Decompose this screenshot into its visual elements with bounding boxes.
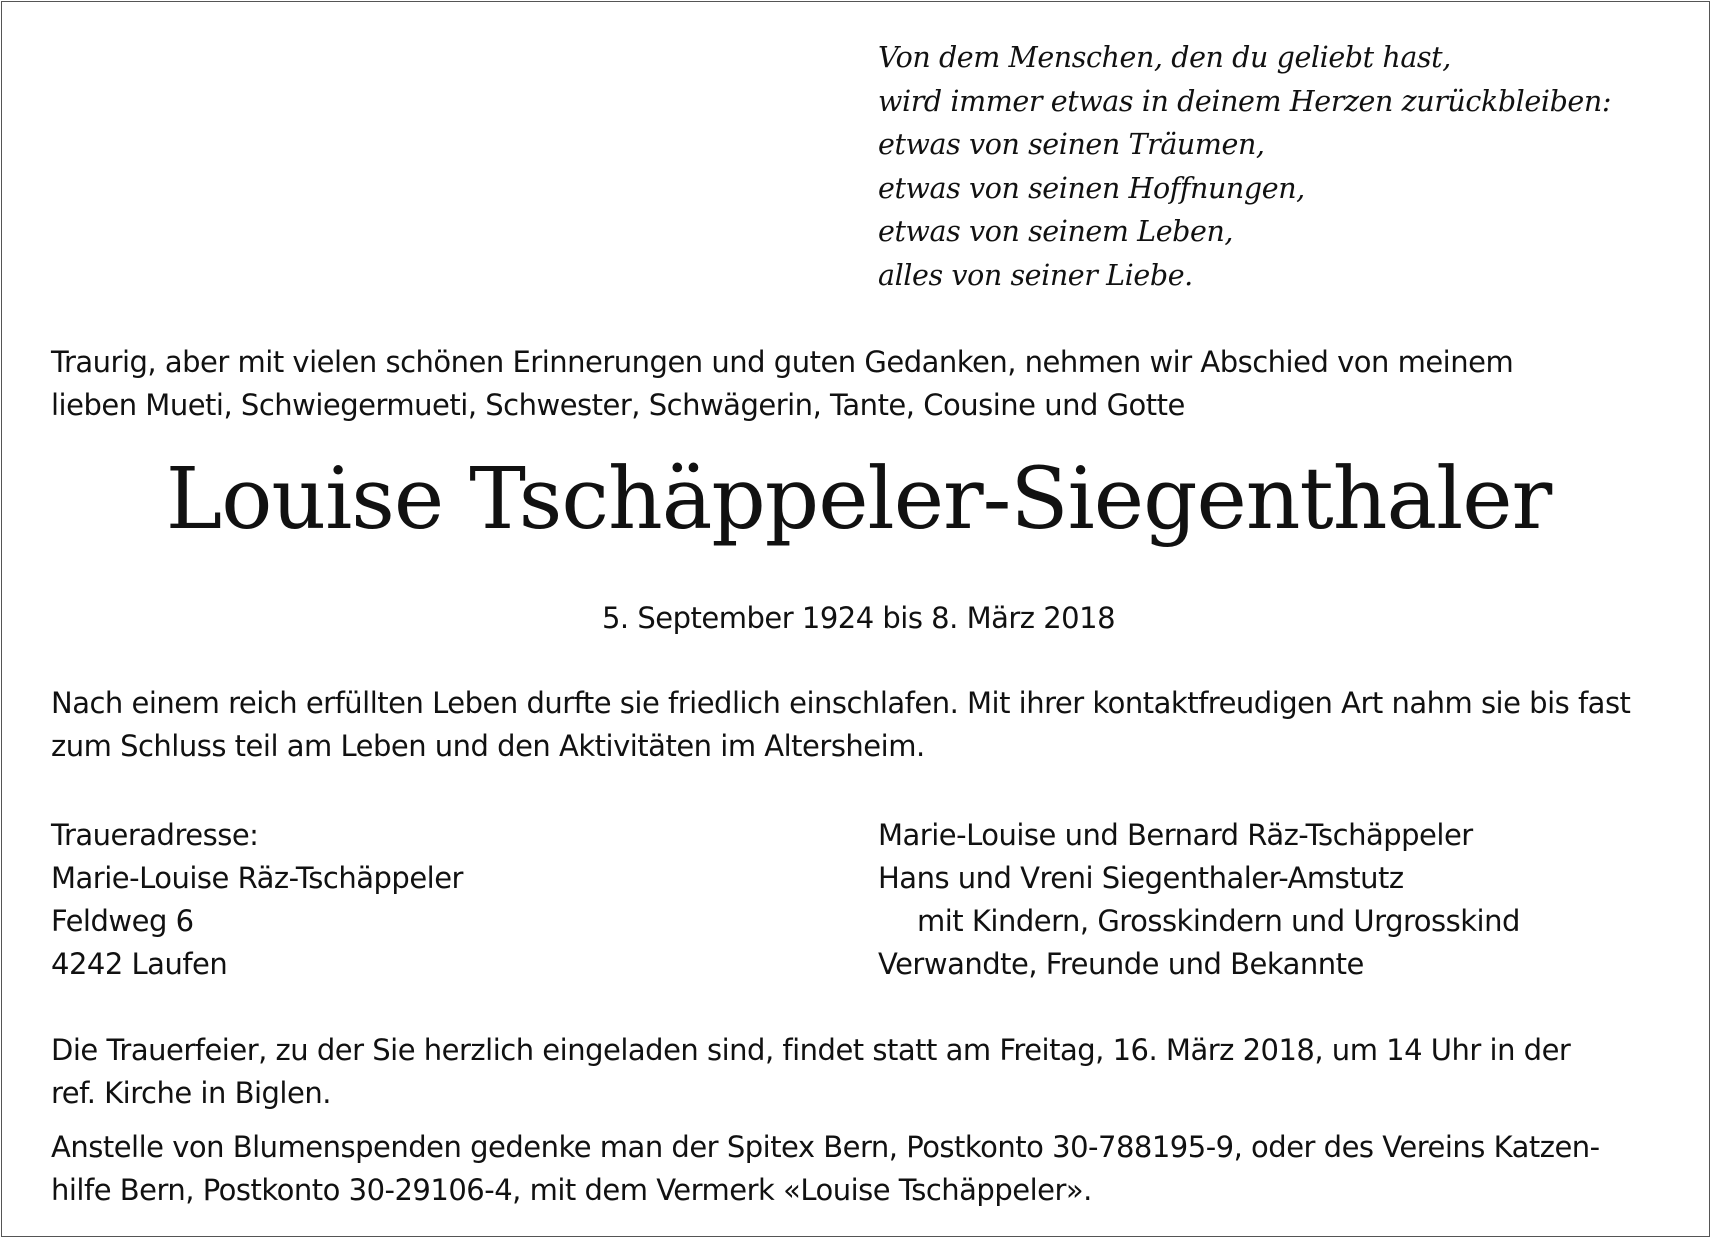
ceremony-paragraph — [51, 1029, 1665, 1115]
poem-line: etwas von seinen Hoffnungen, — [878, 171, 1305, 205]
donation-line-1: Anstelle von Blumenspenden gedenke man der Spitex Bern, Postkonto 30-788195-9, oder des Vereins Katzen- — [51, 1130, 1600, 1164]
poem — [878, 36, 1678, 298]
address-street: Feldweg 6 — [51, 904, 194, 938]
mourner-line: Marie-Louise und Bernard Räz-Tschäppeler — [878, 818, 1473, 852]
mourner-line: Verwandte, Freunde und Bekannte — [878, 947, 1364, 981]
donation-line-2: hilfe Bern, Postkonto 30-29106-4, mit dem Vermerk «Louise Tschäppeler». — [51, 1173, 1092, 1207]
deceased-name: Louise Tschäppeler-Siegenthaler — [165, 450, 1552, 549]
life-dates: 5. September 1924 bis 8. März 2018 — [601, 601, 1116, 635]
life-paragraph — [51, 682, 1665, 768]
life-line-1: Nach einem reich erfüllten Leben durfte sie friedlich einschlafen. Mit ihrer kontaktfreudigen Art nahm sie bis fast — [51, 686, 1631, 720]
address-name: Marie-Louise Räz-Tschäppeler — [51, 861, 463, 895]
poem-line: etwas von seinem Leben, — [878, 215, 1234, 249]
mourner-line: mit Kindern, Grosskindern und Urgrosskind — [917, 904, 1520, 938]
poem-line: wird immer etwas in deinem Herzen zurückbleiben: — [878, 84, 1612, 118]
life-line-2: zum Schluss teil am Leben und den Aktivitäten im Altersheim. — [51, 729, 925, 763]
intro-paragraph — [51, 341, 1665, 427]
mourners-list — [878, 814, 1678, 986]
mourning-address — [51, 814, 751, 986]
ceremony-line-2: ref. Kirche in Biglen. — [51, 1076, 331, 1110]
address-city: 4242 Laufen — [51, 947, 228, 981]
poem-line: Von dem Menschen, den du geliebt hast, — [878, 41, 1451, 74]
notice-frame — [1, 1, 1710, 1237]
intro-line-2: lieben Mueti, Schwiegermueti, Schwester, Schwägerin, Tante, Cousine und Gotte — [51, 388, 1185, 422]
intro-line-1: Traurig, aber mit vielen schönen Erinnerungen und guten Gedanken, nehmen wir Abschied von meinem — [51, 345, 1514, 379]
poem-line: etwas von seinen Träumen, — [878, 128, 1265, 162]
address-label: Traueradresse: — [51, 818, 259, 852]
ceremony-line-1: Die Trauerfeier, zu der Sie herzlich eingeladen sind, findet statt am Freitag, 16. März 2018, um 14 Uhr in der — [51, 1033, 1571, 1067]
mourner-line: Hans und Vreni Siegenthaler-Amstutz — [878, 861, 1404, 895]
donation-paragraph — [51, 1126, 1665, 1212]
poem-line: alles von seiner Liebe. — [878, 258, 1193, 292]
